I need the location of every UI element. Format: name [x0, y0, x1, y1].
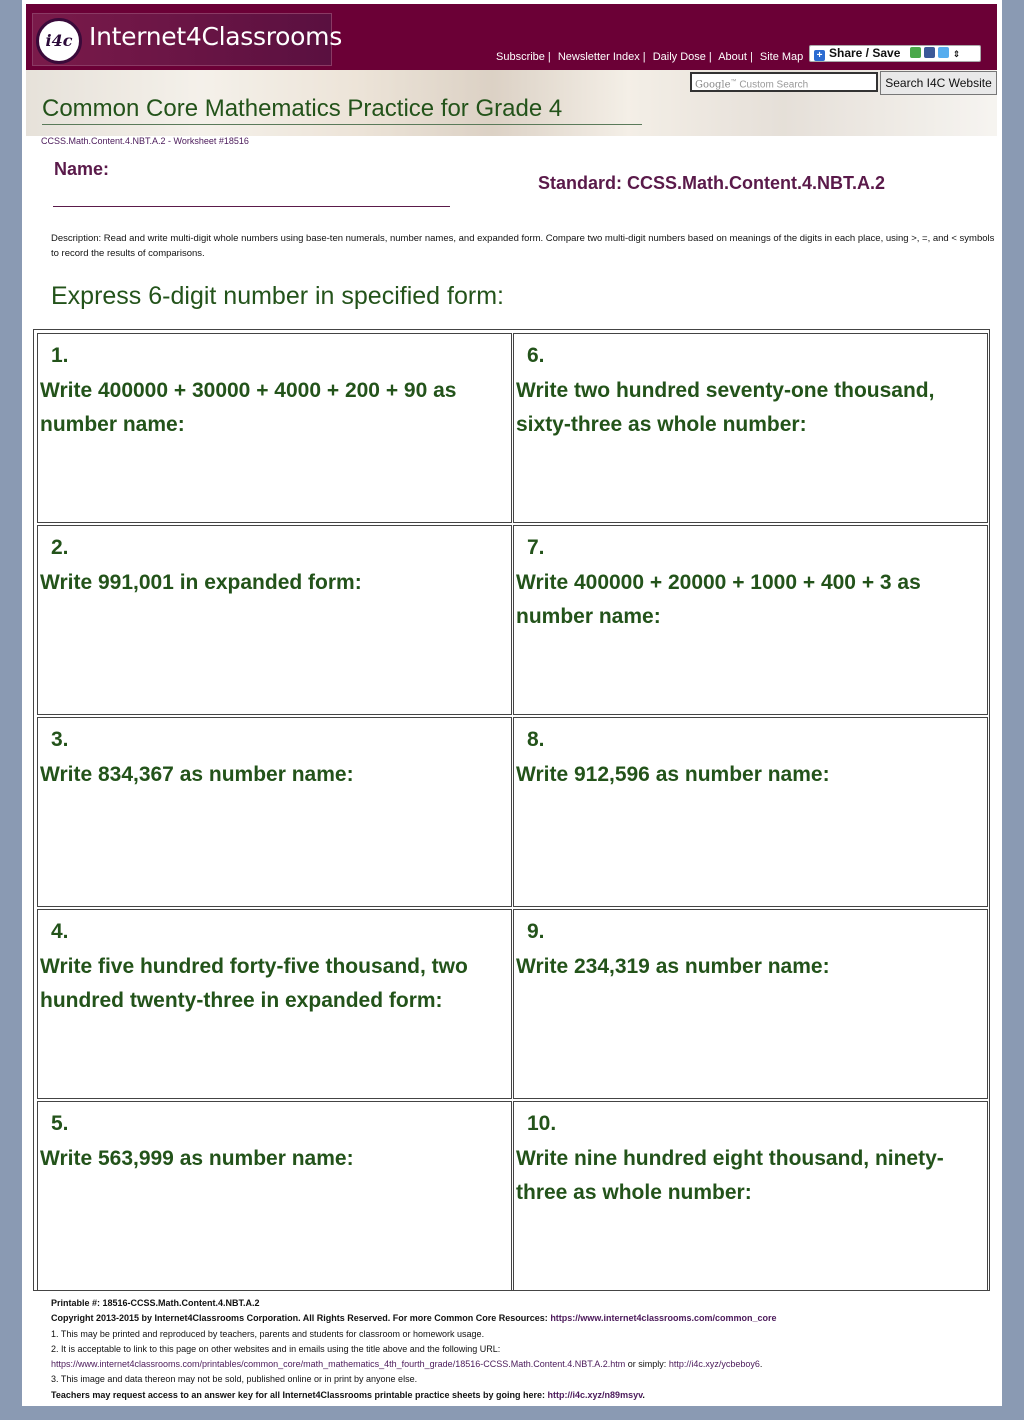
search-input[interactable]: Google™ Custom Search [690, 72, 878, 92]
problem-number: 1. [51, 344, 69, 367]
chevron-updown-icon[interactable]: ⇕ [952, 49, 961, 59]
problem-number: 3. [51, 728, 69, 751]
top-nav [496, 51, 803, 63]
problem-cell [37, 909, 512, 1099]
problem-text: Write two hundred seventy-one thousand, sixty-three as whole number: [516, 379, 935, 436]
problem-number: 6. [527, 344, 545, 367]
problem-text: Write 400000 + 20000 + 1000 + 400 + 3 as number name: [516, 571, 921, 628]
twitter-icon[interactable] [938, 47, 949, 58]
standard-label: Standard: CCSS.Math.Content.4.NBT.A.2 [538, 173, 886, 193]
facebook-icon[interactable] [924, 47, 935, 58]
note-2-urls: https://www.internet4classrooms.com/printables/common_core/math_mathematics_4th_fourth_grade/18516-CCSS.Math.Content.4.NBT.A.2.htm or simply: http://i4c.xyz/ycbeboy6. [51, 1359, 763, 1370]
problem-cell [513, 909, 988, 1099]
footer [51, 1296, 991, 1403]
problem-cell [513, 525, 988, 715]
problem-cell [37, 717, 512, 907]
share-save-button[interactable] [809, 45, 981, 62]
answer-key-link[interactable]: http://i4c.xyz/n89msyv [547, 1389, 643, 1400]
description: Description: Read and write multi-digit whole numbers using base-ten numerals, number names, and expanded form. Compare two multi-digit numbers based on meanings of the digits in each place, using >, =, and < symbols to record the results of comparisons. [51, 233, 995, 259]
logo-text: Internet4Classrooms [89, 22, 342, 51]
problem-number: 5. [51, 1112, 69, 1135]
or-simply-text: or simply: [627, 1359, 667, 1370]
page [22, 0, 1002, 1406]
problem-cell [513, 1101, 988, 1291]
problem-text: Write 234,319 as number name: [516, 955, 830, 978]
worksheet-url-link[interactable]: https://www.internet4classrooms.com/printables/common_core/math_mathematics_4th_fourth_grade/18516-CCSS.Math.Content.4.NBT.A.2.htm [51, 1359, 626, 1370]
name-label: Name: [54, 159, 110, 179]
worksheet-id: CCSS.Math.Content.4.NBT.A.2 - Worksheet #18516 [41, 136, 249, 146]
nav-link-newsletter-index[interactable]: Newsletter Index [557, 51, 640, 63]
page-title: Common Core Mathematics Practice for Grade 4 [42, 95, 563, 122]
problem-number: 2. [51, 536, 69, 559]
problem-text: Write 400000 + 30000 + 4000 + 200 + 90 as number name: [40, 379, 457, 436]
share-label: Share / Save [829, 46, 901, 60]
nav-link-daily-dose[interactable]: Daily Dose [652, 51, 706, 63]
name-line [53, 206, 450, 207]
section-heading: Express 6-digit number in specified form: [51, 282, 504, 310]
problem-cell [37, 333, 512, 523]
nav-separator: | [749, 51, 753, 63]
problem-text: Write 912,596 as number name: [516, 763, 830, 786]
nav-link-subscribe[interactable]: Subscribe [496, 51, 545, 63]
note-2: 2. It is acceptable to link to this page on other websites and in emails using the title above and the following URL: [51, 1343, 501, 1354]
answer-key-line: Teachers may request access to an answer key for all Internet4Classrooms printable practice sheets by going here: http://i4c.xyz/n89msyv. [51, 1389, 645, 1400]
problem-cell [513, 333, 988, 523]
note-3: 3. This image and data thereon may not be sold, published online or in print by anyone else. [51, 1374, 418, 1385]
problem-number: 4. [51, 920, 69, 943]
nav-link-about[interactable]: About [718, 51, 747, 63]
problem-text: Write 834,367 as number name: [40, 763, 354, 786]
search-placeholder: Custom Search [739, 79, 809, 91]
problem-cell [37, 1101, 512, 1291]
problem-cell [513, 717, 988, 907]
problem-number: 9. [527, 920, 545, 943]
problem-text: Write nine hundred eight thousand, ninety-three as whole number: [516, 1147, 944, 1204]
google-logo: Google [695, 79, 731, 91]
answer-key-text: Teachers may request access to an answer key for all Internet4Classrooms printable practice sheets by going here: [51, 1389, 546, 1400]
logo-badge-icon: i4c [36, 18, 82, 64]
problem-grid [33, 329, 990, 1291]
problem-text: Write five hundred forty-five thousand, two hundred twenty-three in expanded form: [40, 955, 468, 1012]
problem-number: 8. [527, 728, 545, 751]
search-button[interactable]: Search I4C Website [880, 71, 997, 95]
common-core-link[interactable]: https://www.internet4classrooms.com/common_core [550, 1313, 777, 1324]
short-url-link[interactable]: http://i4c.xyz/ycbeboy6 [668, 1359, 760, 1370]
copyright-text: Copyright 2013-2015 by Internet4Classrooms Corporation. All Rights Reserved. For more Common Core Resources: [51, 1313, 548, 1324]
problem-text: Write 563,999 as number name: [40, 1147, 354, 1170]
copyright-line [51, 1311, 991, 1326]
nav-separator: | [642, 51, 646, 63]
nav-link-site-map[interactable]: Site Map [759, 51, 804, 63]
nav-separator: | [547, 51, 551, 63]
problem-text: Write 991,001 in expanded form: [40, 571, 362, 594]
note-1: 1. This may be printed and reproduced by teachers, parents and students for classroom or homework usage. [51, 1328, 485, 1339]
site-logo[interactable] [32, 13, 342, 66]
nav-separator: | [708, 51, 712, 63]
problem-number: 10. [527, 1112, 557, 1135]
problem-cell [37, 525, 512, 715]
problem-number: 7. [527, 536, 545, 559]
printable-number: Printable #: 18516-CCSS.Math.Content.4.NBT.A.2 [51, 1298, 260, 1308]
email-share-icon[interactable] [910, 47, 921, 58]
plus-icon: + [814, 50, 825, 61]
header-bar [26, 4, 997, 70]
title-underline [42, 124, 642, 125]
